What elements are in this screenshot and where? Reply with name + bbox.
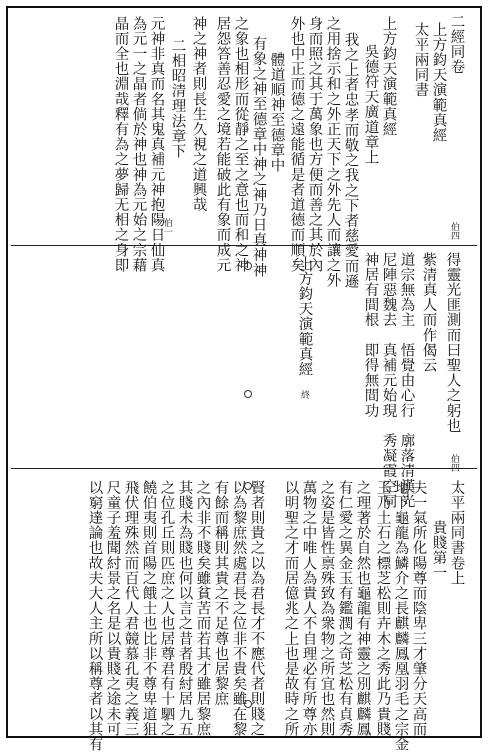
text-column: 饒伯夷則首陽之餓士也比非不尊卑道狙 — [140, 480, 157, 737]
chapter-heading: 二相昭清理法章下 — [169, 38, 186, 159]
chapter-heading: 吳德符天廣道章上 — [362, 44, 379, 165]
text-column: 之姿是皆性禀殊致為衆物之所宜也然則 — [318, 480, 335, 737]
chapter-heading: 體道順神至德章中 — [268, 52, 285, 173]
scripture-title: 上方鈞天演範真經 — [380, 16, 397, 137]
end-marker: 終 — [299, 390, 309, 399]
volume-title: 太平兩同書卷上 — [448, 480, 465, 586]
contents-title-2: 太平兩同書 — [412, 22, 429, 98]
text-column: 晶而全也淵哉釋有為之夢歸无相之身即 — [112, 16, 129, 273]
text-column: 其賤未為賤也何以言之昔者殷紂居九五 — [176, 480, 193, 737]
text-column: 身而照之其于萬象也方便而善之其於內 — [306, 16, 323, 273]
text-column: 以為黎庶然處君長之位非不貴矣雖在黎 — [230, 480, 247, 737]
page-marker: 伯四 — [449, 222, 459, 240]
text-column: 外也中正而德之遠能循是者道德而順矣 — [288, 16, 305, 273]
text-column: 之位孔丘則匹庶之人也居尊君有十駟之 — [158, 480, 175, 737]
binding-hole-mark — [244, 390, 252, 398]
text-column: 為元一之晶者倘於神也神為元始之宗藉 — [130, 16, 147, 273]
text-column: 之內非不賤矣雖貧苦而若其才雖居黎庶 — [194, 480, 211, 737]
text-column: 地下龜龍為鱗介之長麒麟鳳凰羽毛之宗金 — [392, 480, 409, 752]
text-column: 以窮達論也故夫大人主所以稱尊者以其有 — [86, 480, 103, 752]
collection-heading: 二經同卷 — [448, 14, 465, 75]
page-marker: 伯四 — [449, 454, 459, 472]
text-column: 之用捨示和之外正天下之外先人而讓之外 — [324, 16, 341, 288]
verse-column: 道宗無為主 悟覺由心行 廓落清漢光 — [398, 252, 415, 509]
text-column: 玉乃土石之標芝松則卉木之秀此乃貴賤 — [374, 480, 391, 737]
page-marker: 伯一 — [162, 218, 172, 236]
text-column: 飛伏理殊然而百代人君競慕孔夷之義三 — [122, 480, 139, 737]
contents-title-1: 上方鈞天演範真經 — [430, 22, 447, 143]
text-column: 之象也相形而從靜之至之意也而和之神 — [232, 16, 249, 273]
binding-hole-mark — [244, 700, 252, 708]
text-column: 居怨答善忍愛之境若能破此有象而成元 — [214, 16, 231, 273]
text-column: 夫一氣所化陽尊而陰卑三才肇分天高而 — [410, 480, 427, 737]
text-column: 有象之神至德章中神之神乃日真神神 — [250, 36, 267, 278]
chapter-heading: 貴賤第一 — [430, 520, 447, 581]
text-column: 尺童子羞聞紂景之名是以貴賤之途未可 — [104, 480, 121, 737]
verse-column: 神居有間根 即得無間功 — [362, 252, 379, 419]
text-column: 賢者則貴之以為君長才不應代者則賤之 — [248, 480, 265, 737]
scripture-end-title: 上方鈞天演範真經 — [296, 256, 313, 377]
verse-column: 尼陣惡魏去 真補元始現 秀凝霞空同 — [380, 252, 397, 509]
text-column: 紫清真人而作偈云 — [420, 252, 437, 373]
binding-hole-mark — [244, 482, 252, 490]
text-column: 有仁愛之異金玉有鑑潤之奇芝松有貞秀 — [336, 480, 353, 737]
text-column: 神之神者則長生久視之道興哉 — [190, 16, 207, 213]
text-column: 之理著於自然也龜龍有神靈之別麒麟鳳 — [354, 480, 371, 737]
text-column: 有餘而稱則其貴之不足尊也居黎庶 — [212, 480, 229, 707]
text-column: 以明聖之才而居億兆之上也是故時之所 — [282, 480, 299, 737]
text-column: 得靈光匪測而曰聖人之躬也 — [444, 252, 461, 434]
text-column: 元神非真而名其鬼真補元神抱陽日仙真 — [148, 16, 165, 273]
binding-hole-mark — [244, 262, 252, 270]
text-column: 萬物之中唯人為貴人不自理必有所尊亦 — [300, 480, 317, 737]
text-column: 我之上者忠孝而敬之我之下者慈愛而遜 — [342, 32, 359, 289]
